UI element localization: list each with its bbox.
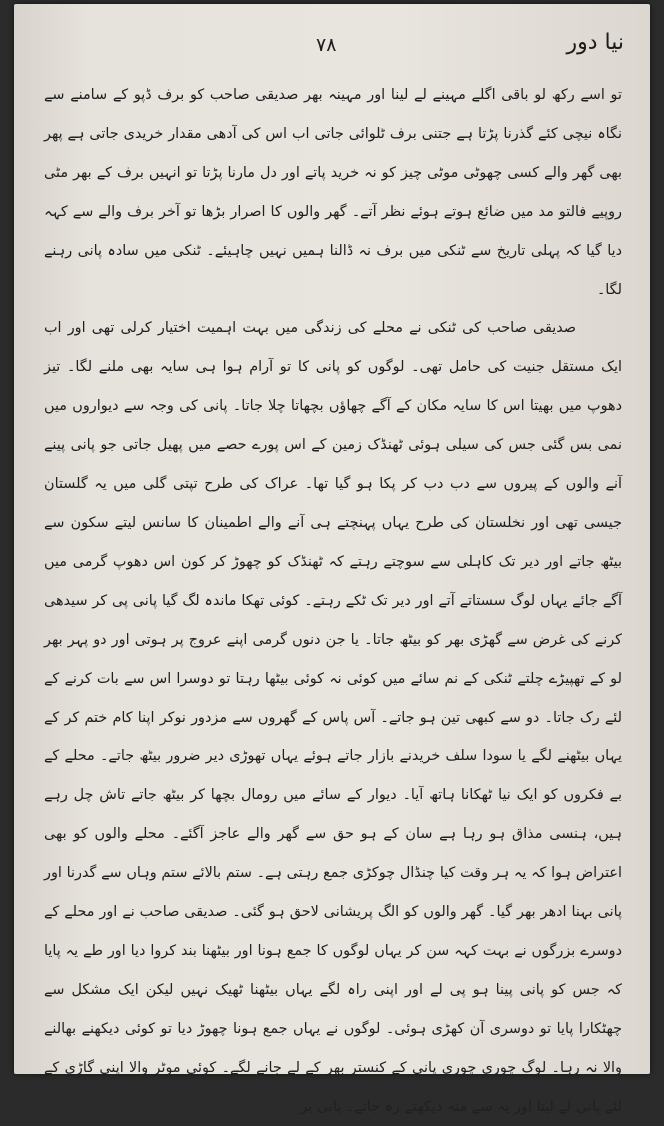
journal-title: نیا دور (566, 30, 624, 55)
page-body (44, 76, 622, 1115)
page-number: ۷۸ (316, 34, 337, 56)
paragraph: صدیقی صاحب کی ٹنکی نے محلے کی زندگی میں بہت اہمیت اختیار کرلی تھی اور اب ایک مستقل جنیت کی حامل تھی۔ لوگوں کو پانی کا تو آرام ہوا ہی سایہ بھی ملنے لگا۔ تیز دھوپ میں بھیتا اس کا سایہ مکان کے آگے چھاؤں بچھاتا چلا جاتا۔ پانی کی وجہ سے دیواروں میں نمی بس گئی جس کی سیلی ہوئی ٹھنڈک زمین کے اس پورے حصے میں پھیل جاتی جو پانی پینے آنے والوں کے پیروں سے دب دب کر پکا ہو گیا تھا۔ عراک کی طرح تپتی گلی میں یہ گلستان جیسی تھی اور نخلستان کی طرح یہاں پہنچتے ہی آنے والے اطمینان کا سانس لیتے سکون سے بیٹھ جاتے اور دیر تک کاہلی سے سوچتے رہتے کہ ٹھنڈک کو چھوڑ کر کون اس دھوپ گرمی میں آگے جائے یہاں لوگ سستاتے آتے اور دیر تک ٹکے رہتے۔ کوئی تھکا ماندہ لگ گیا پانی پی کر سیدھی کرنے کی غرض سے گھڑی بھر کو بیٹھ جاتا۔ یا جن دنوں گرمی اپنے عروج پر ہوتی اور دو پہر بھر لو کے تھپیڑے چلتے ٹنکی کے نم سائے میں کوئی نہ کوئی بیٹھا رہتا تو دوسرا اس سے بات کرنے کے لئے رک جاتا۔ دو سے کبھی تین ہو جاتے۔ آس پاس کے گھروں سے مزدور نوکر اپنا کام ختم کر کے یہاں بیٹھنے لگے یا سودا سلف خریدنے بازار جاتے ہوئے یہاں تھوڑی دیر ضرور بیٹھ جاتے۔ محلے کے بے فکروں کو ایک نیا ٹھکانا ہاتھ آیا۔ دیوار کے سائے میں رومال بچھا کر بیٹھ جاتے تاش چل رہے ہیں، ہنسی مذاق ہو رہا ہے سان کے ہو حق سے گھر والے عاجز آگئے۔ محلے والوں کو بھی اعتراض ہوا کہ یہ ہر وقت کیا چنڈال چوکڑی جمع رہتی ہے۔ ستم بالائے ستم وہاں سے گدرنا اور پانی بہنا ادھر بھر گیا۔ گھر والوں کو الگ پریشانی لاحق ہو گئی۔ صدیقی صاحب نے اور محلے کے دوسرے بزرگوں نے بہت کہہ سن کر یہاں لوگوں کا جمع ہونا اور بیٹھنا بند کروا دیا اور طے یہ پایا کہ جس کو پانی پینا ہو پی لے اور اپنی راہ لگے یہاں بیٹھنا ٹھیک نہیں لیکن ایک مشکل سے چھٹکارا پایا تو دوسری آن کھڑی ہوئی۔ لوگوں نے یہاں جمع ہونا چھوڑ دیا تو کوئی دیکھنے بھالنے والا نہ رہا۔ لوگ چوری چوری پانی کے کنستر بھر کے لے جانے لگے۔ کوئی موٹر والا اپنی گاڑی کے لئے پانی لے لیتا اور یہ سے منہ دیکھتے رہ جاتے۔ پانی بر (44, 320, 622, 1115)
page-header (14, 26, 650, 66)
book-page (14, 4, 650, 1115)
paragraph: تو اسے رکھ لو باقی اگلے مہینے لے لینا اور مہینہ بھر صدیقی صاحب کو برف ڈپو کے سامنے سے نگاہ نیچی کئے گذرنا پڑتا ہے جتنی برف ٹلوائی جاتی اب اس کی آدھی مقدار خریدی جاتی ہے پھر بھی گھر والے کسی چھوٹی موٹی چیز کو نہ خرید پاتے اور دل مارنا پڑتا تو انہیں برف کے بھر مٹی روپیے فالتو مد میں ضائع ہوتے ہوئے نظر آتے۔ گھر والوں کا اصرار بڑھا تو آخر برف والے سے کہہ دیا گیا کہ پہلی تاریخ سے ٹنکی میں برف نہ ڈالنا ہمیں نہیں چاہیئے۔ ٹنکی میں سادہ پانی رہنے لگا۔ (44, 87, 622, 298)
